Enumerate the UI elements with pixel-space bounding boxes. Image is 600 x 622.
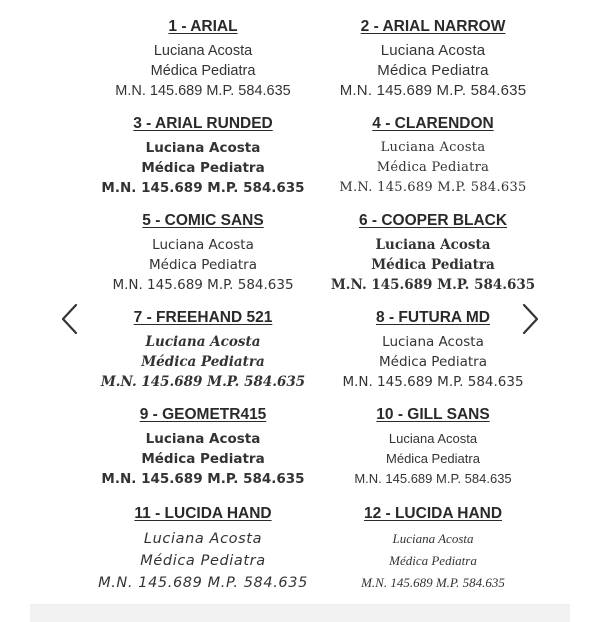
sample-license: M.N. 145.689 M.P. 584.635 bbox=[330, 277, 536, 293]
font-sample-grid bbox=[88, 10, 548, 592]
font-sample-title: 5 - COMIC SANS bbox=[142, 212, 264, 229]
font-sample-title: 6 - COOPER BLACK bbox=[358, 212, 508, 229]
sample-role: Médica Pediatra bbox=[149, 257, 257, 273]
sample-name: Luciana Acosta bbox=[152, 237, 254, 253]
font-sample-card-arial-rounded bbox=[88, 107, 318, 204]
sample-license: M.N. 145.689 M.P. 584.635 bbox=[101, 180, 305, 196]
carousel-prev-button[interactable] bbox=[50, 299, 90, 339]
sample-license: M.N. 145.689 M.P. 584.635 bbox=[361, 575, 505, 590]
sample-name: Luciana Acosta bbox=[392, 531, 474, 546]
font-sample-title: 11 - LUCIDA HAND bbox=[134, 505, 272, 522]
font-sample-card-gill-sans bbox=[318, 398, 548, 495]
sample-role: Médica Pediatra bbox=[371, 257, 495, 273]
sample-license: M.N. 145.689 M.P. 584.635 bbox=[342, 374, 524, 390]
sample-name: Luciana Acosta bbox=[145, 431, 261, 447]
sample-license: M.N. 145.689 M.P. 584.635 bbox=[100, 374, 306, 390]
sample-name: Luciana Acosta bbox=[388, 431, 478, 446]
sample-role: Médica Pediatra bbox=[389, 553, 477, 568]
sample-role: Médica Pediatra bbox=[141, 354, 265, 370]
font-sample-title: 7 - FREEHAND 521 bbox=[133, 309, 273, 326]
chevron-left-icon bbox=[50, 299, 90, 339]
font-sample-card-arial-narrow bbox=[318, 10, 548, 107]
font-sample-title: 2 - ARIAL NARROW bbox=[360, 18, 506, 35]
sample-license: M.N. 145.689 M.P. 584.635 bbox=[339, 180, 527, 195]
sample-name: Luciana Acosta bbox=[380, 42, 486, 59]
font-sample-card-comic-sans bbox=[88, 204, 318, 301]
sample-role: Médica Pediatra bbox=[377, 62, 489, 79]
font-sample-card-lucida-hand-1 bbox=[88, 495, 318, 592]
sample-license: M.N. 145.689 M.P. 584.635 bbox=[354, 471, 512, 486]
sample-name: Luciana Acosta bbox=[382, 334, 484, 350]
sample-license: M.N. 145.689 M.P. 584.635 bbox=[98, 575, 308, 591]
sample-role: Médica Pediatra bbox=[141, 451, 265, 467]
sample-name: Luciana Acosta bbox=[143, 531, 263, 547]
sample-role: Médica Pediatra bbox=[376, 160, 490, 175]
sample-license: M.N. 145.689 M.P. 584.635 bbox=[112, 277, 294, 293]
carousel-footer-bar bbox=[30, 604, 570, 622]
font-sample-title: 1 - ARIAL bbox=[168, 18, 238, 35]
font-sample-card-lucida-hand-2 bbox=[318, 495, 548, 592]
sample-name: Luciana Acosta bbox=[145, 140, 261, 156]
sample-license: M.N. 145.689 M.P. 584.635 bbox=[339, 82, 527, 99]
sample-role: Médica Pediatra bbox=[141, 160, 265, 176]
sample-license: M.N. 145.689 M.P. 584.635 bbox=[115, 83, 291, 99]
font-sample-title: 10 - GILL SANS bbox=[376, 406, 490, 423]
font-sample-card-geometr bbox=[88, 398, 318, 495]
sample-name: Luciana Acosta bbox=[153, 43, 253, 59]
carousel-next-button[interactable] bbox=[510, 299, 550, 339]
sample-role: Médica Pediatra bbox=[379, 354, 487, 370]
chevron-right-icon bbox=[510, 299, 550, 339]
font-sample-title: 8 - FUTURA MD bbox=[376, 309, 490, 326]
sample-role: Médica Pediatra bbox=[150, 63, 256, 79]
font-sample-title: 12 - LUCIDA HAND bbox=[363, 505, 503, 522]
font-sample-title: 3 - ARIAL RUNDED bbox=[133, 115, 273, 132]
sample-name: Luciana Acosta bbox=[375, 237, 491, 253]
font-sample-title: 9 - GEOMETR415 bbox=[139, 406, 267, 423]
sample-name: Luciana Acosta bbox=[380, 140, 486, 155]
font-sample-card-clarendon bbox=[318, 107, 548, 204]
sample-role: Médica Pediatra bbox=[140, 553, 266, 569]
font-sample-card-cooper-black bbox=[318, 204, 548, 301]
sample-role: Médica Pediatra bbox=[386, 451, 480, 466]
sample-name: Luciana Acosta bbox=[145, 334, 261, 350]
font-sample-card-freehand bbox=[88, 301, 318, 398]
sample-license: M.N. 145.689 M.P. 584.635 bbox=[101, 471, 305, 487]
font-sample-card-arial bbox=[88, 10, 318, 107]
font-sample-title: 4 - CLARENDON bbox=[372, 115, 494, 132]
